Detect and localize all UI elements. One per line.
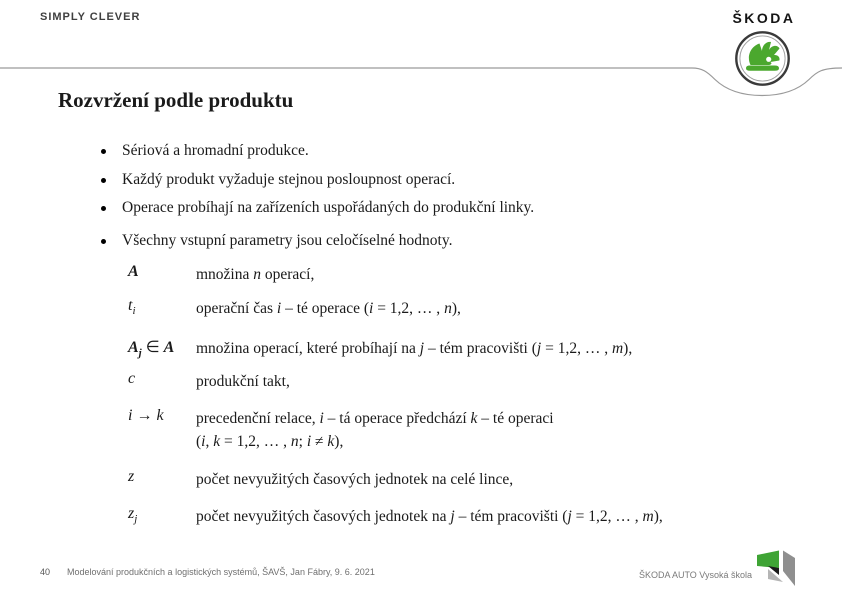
definition-description [196, 337, 828, 360]
definition-symbol: $A_j$ ∈ A [128, 339, 175, 360]
bullet-text: Operace probíhají na zařízeních uspořádaných do produkční linky. [122, 199, 535, 216]
bullet-list [101, 141, 781, 260]
definition-description-line: (i, k = 1,2, … , n; i ≠ k), [196, 433, 344, 450]
definition-description [196, 505, 828, 528]
bullet-text: Každý produkt vyžaduje stejnou posloupnost operací. [122, 171, 456, 188]
definition-description [196, 370, 828, 393]
page-title: Rozvržení podle produktu [58, 88, 294, 112]
definitions-table [128, 263, 828, 539]
bullet-dot-icon [101, 206, 106, 211]
definition-row [128, 505, 828, 528]
bullet-dot-icon [101, 239, 106, 244]
bullet-item [101, 141, 781, 161]
definition-description [196, 263, 828, 286]
bullet-text: Sériová a hromadní produkce. [122, 142, 309, 159]
definition-symbol: $t_i$ [128, 297, 136, 318]
definition-row [128, 407, 828, 453]
definition-description-line: operační čas i – té operace (i = 1,2, … , n), [196, 300, 461, 317]
definition-symbol: i → k [128, 407, 164, 424]
definition-description-line: počet nevyužitých časových jednotek na j – tém pracovišti (j = 1,2, … , m), [196, 508, 663, 525]
definition-description-line: množina operací, které probíhají na j – tém pracovišti (j = 1,2, … , m), [196, 340, 633, 357]
definition-row [128, 337, 828, 360]
bullet-item [101, 170, 781, 190]
definition-description [196, 407, 828, 453]
simply-clever-tagline: SIMPLY CLEVER [40, 11, 141, 23]
definition-symbol: $z_j$ [128, 505, 138, 526]
definition-symbol: z [128, 468, 135, 485]
definition-description-line: počet nevyužitých časových jednotek na celé lince, [196, 471, 514, 488]
bullet-dot-icon [101, 149, 106, 154]
definition-row [128, 263, 828, 286]
bullet-dot-icon [101, 178, 106, 183]
page-number: 40 [40, 567, 51, 577]
definition-row [128, 468, 828, 491]
definition-symbol: c [128, 370, 136, 387]
bullet-item [101, 198, 781, 218]
definition-row [128, 297, 828, 320]
definition-description-line: produkční takt, [196, 373, 290, 390]
definition-symbol: A [128, 263, 139, 280]
definition-description [196, 297, 828, 320]
definition-row [128, 370, 828, 393]
definition-description-line: precedenční relace, i – tá operace předchází k – té operaci [196, 410, 554, 427]
definition-description [196, 468, 828, 491]
skoda-auto-university-logo-icon [756, 549, 802, 593]
bullet-text: Všechny vstupní parametry jsou celočíselné hodnoty. [122, 232, 453, 249]
skoda-wordmark: ŠKODA [732, 10, 796, 26]
footer-credit: Modelování produkčních a logistických systémů, ŠAVŠ, Jan Fábry, 9. 6. 2021 [67, 567, 375, 577]
bullet-item [101, 231, 781, 251]
skoda-logo-icon [734, 30, 791, 87]
definition-description-line: množina n operací, [196, 266, 315, 283]
footer-institution-label: ŠKODA AUTO Vysoká škola [638, 570, 752, 580]
